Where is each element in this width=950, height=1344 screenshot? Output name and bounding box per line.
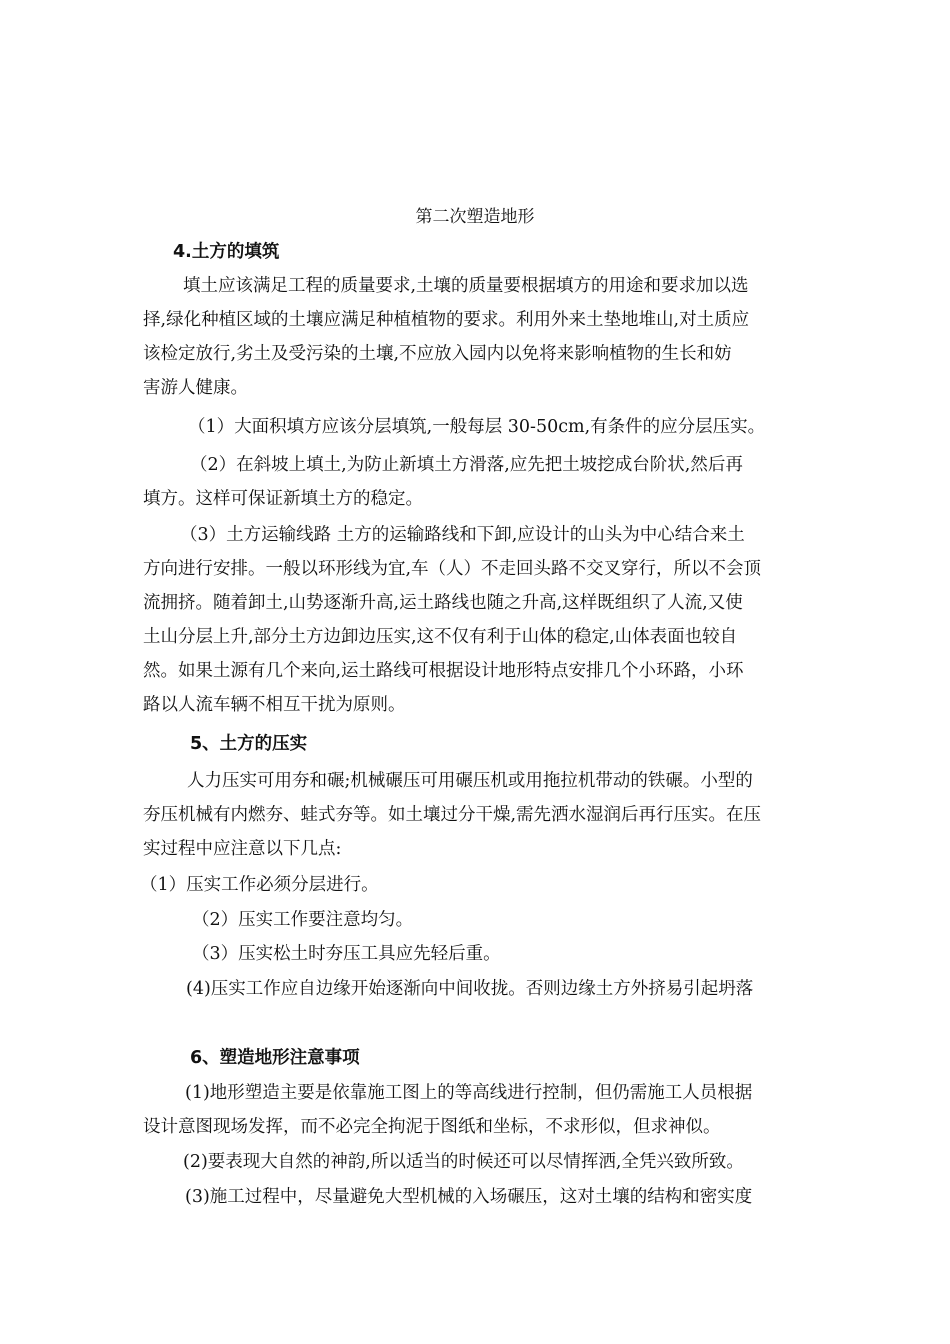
section-5-item-4: (4)压实工作应自边缘开始逐渐向中间收拢。否则边缘土方外挤易引起坍落: [186, 979, 754, 999]
section-4-paragraph-line: 害游人健康。: [143, 378, 248, 398]
section-4-item-1: （1）大面积填方应该分层填筑,一般每层 30-50cm,有条件的应分层压实。: [188, 417, 766, 437]
section-5-item-2: （2）压实工作要注意均匀。: [192, 910, 414, 930]
section-6-heading: 6、塑造地形注意事项: [190, 1048, 360, 1068]
page-title: 第二次塑造地形: [415, 207, 535, 227]
section-4-item-2-line: （2）在斜坡上填土,为防止新填土方滑落,应先把土坡挖成台阶状,然后再: [190, 455, 743, 475]
section-4-item-3-line: 然。如果土源有几个来向,运土路线可根据设计地形特点安排几个小环路，小环: [143, 661, 744, 681]
section-4-heading: 4.土方的填筑: [173, 242, 280, 262]
section-4-paragraph-line: 填土应该满足工程的质量要求,土壤的质量要根据填方的用途和要求加以选: [183, 276, 749, 296]
section-5-paragraph-line: 人力压实可用夯和碾;机械碾压可用碾压机或用拖拉机带动的铁碾。小型的: [187, 771, 753, 791]
section-4-paragraph-line: 该检定放行,劣土及受污染的土壤,不应放入园内以免将来影响植物的生长和妨: [143, 344, 732, 364]
section-4-item-3-line: （3）土方运输线路 土方的运输路线和下卸,应设计的山头为中心结合来土: [180, 525, 745, 545]
section-5-paragraph-line: 实过程中应注意以下几点:: [143, 839, 342, 859]
section-6-item-1-line: (1)地形塑造主要是依靠施工图上的等高线进行控制，但仍需施工人员根据: [185, 1083, 753, 1103]
section-4-item-3-line: 路以人流车辆不相互干扰为原则。: [143, 695, 406, 715]
section-6-item-3: (3)施工过程中，尽量避免大型机械的入场碾压，这对土壤的结构和密实度: [185, 1187, 753, 1207]
section-4-item-3-line: 土山分层上升,部分土方边卸边压实,这不仅有利于山体的稳定,山体表面也较自: [143, 627, 738, 647]
section-6-item-1-line: 设计意图现场发挥，而不必完全拘泥于图纸和坐标，不求形似，但求神似。: [143, 1117, 721, 1137]
section-4-paragraph-line: 择,绿化种植区域的土壤应满足种植植物的要求。利用外来土垫地堆山,对土质应: [143, 310, 750, 330]
section-5-heading: 5、土方的压实: [190, 734, 308, 754]
section-4-item-3-line: 流拥挤。随着卸土,山势逐渐升高,运土路线也随之升高,这样既组织了人流,又使: [143, 593, 743, 613]
section-4-item-3-line: 方向进行安排。一般以环形线为宜,车（人）不走回头路不交叉穿行，所以不会顶: [143, 559, 762, 579]
section-4-item-2-line: 填方。这样可保证新填土方的稳定。: [143, 489, 423, 509]
section-5-item-1: （1）压实工作必须分层进行。: [140, 875, 379, 895]
section-6-item-2: (2)要表现大自然的神韵,所以适当的时候还可以尽情挥洒,全凭兴致所致。: [183, 1152, 744, 1172]
section-5-item-3: （3）压实松土时夯压工具应先轻后重。: [192, 944, 501, 964]
section-5-paragraph-line: 夯压机械有内燃夯、蛙式夯等。如土壤过分干燥,需先洒水湿润后再行压实。在压: [143, 805, 762, 825]
